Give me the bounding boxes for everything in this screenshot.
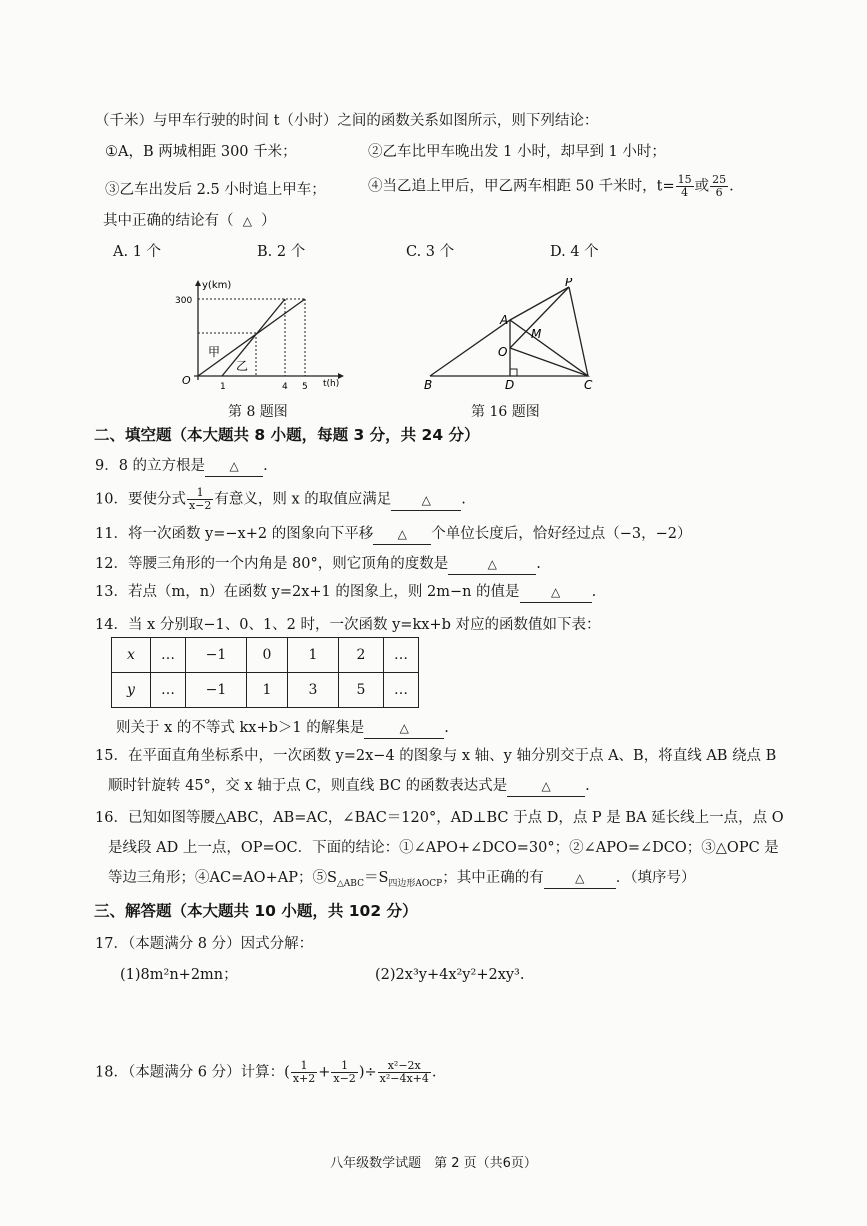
q14-value-table — [111, 637, 419, 708]
section-2-heading: 二、填空题（本大题共 8 小题，每题 3 分，共 24 分） — [94, 426, 480, 444]
figure-16-caption: 第 16 题图 — [471, 404, 540, 420]
table-cell: 2 — [339, 638, 384, 673]
table-cell: 3 — [288, 673, 339, 708]
fig16-label-c: C — [584, 378, 593, 392]
q8-conclusion-4: ④当乙追上甲后，甲乙两车相距 50 千米时，t= $\frac{15}{4}$ 或 $\frac{25}{6}$ . — [368, 173, 734, 199]
answer-triangle-icon: △ — [242, 214, 252, 228]
q8-conclusion-3: ③乙车出发后 2.5 小时追上甲车； — [105, 182, 326, 198]
figure-8-caption: 第 8 题图 — [228, 404, 288, 420]
fig8-x4: 4 — [282, 382, 288, 392]
answer-blank — [507, 776, 585, 797]
q8-fraction-25-6: $\frac{25}{6}$ — [712, 173, 727, 199]
q8-ask: 其中正确的结论有（ △ ） — [103, 213, 276, 229]
answer-triangle-icon: △ — [575, 871, 585, 885]
answer-triangle-icon: △ — [397, 527, 407, 541]
fig16-label-a: A — [500, 313, 509, 327]
table-cell: 1 — [288, 638, 339, 673]
answer-blank — [205, 456, 263, 477]
fig16-label-o: O — [498, 345, 508, 359]
fig16-label-p: P — [565, 278, 573, 289]
answer-blank — [544, 868, 616, 889]
fig16-label-b: B — [424, 378, 433, 392]
fig8-y300: 300 — [175, 296, 193, 306]
answer-triangle-icon: △ — [541, 779, 551, 793]
table-cell: … — [151, 673, 186, 708]
table-cell: 0 — [247, 638, 288, 673]
table-cell: … — [151, 638, 186, 673]
fig16-seg-oc — [510, 348, 588, 376]
fig16-seg-pc — [569, 287, 588, 376]
q17-part-1: (1)8m²n+2mn； — [120, 967, 238, 983]
fig8-x5: 5 — [302, 382, 308, 392]
table-cell: y — [112, 673, 151, 708]
q8-conclusion-1: ①A，B 两城相距 300 千米； — [105, 144, 297, 160]
answer-blank — [364, 718, 444, 739]
table-cell: 5 — [339, 673, 384, 708]
figure-16-geometry — [418, 278, 608, 393]
q17-part-2: (2)2x³y+4x²y²+2xy³. — [375, 967, 525, 983]
q8-intro: （千米）与甲车行驶的时间 t（小时）之间的函数关系如图所示，则下列结论： — [95, 113, 599, 129]
q16-line-1: 16．已知如图等腰△ABC，AB=AC，∠BAC＝120°，AD⊥BC 于点 D，点 P 是 BA 延长线上一点，点 O — [95, 810, 784, 826]
table-cell: −1 — [186, 638, 247, 673]
answer-triangle-icon: △ — [421, 492, 431, 507]
q8-option-c: C. 3 个 — [406, 244, 455, 260]
fig8-jia-label: 甲 — [208, 345, 221, 359]
q18: 18．（本题满分 6 分）计算：( $\frac{1}{x+2}$ + $\frac{1}{x-2}$ )÷ $\frac{\text{x²−2x}}{\text{x²−4x+4}}$ . — [95, 1059, 437, 1085]
q12: 12．等腰三角形的一个内角是 80°，则它顶角的度数是 △ . — [95, 554, 541, 575]
answer-blank — [391, 490, 461, 511]
q8-conclusion-2: ②乙车比甲车晚出发 1 小时，却早到 1 小时； — [368, 144, 666, 160]
fig8-line-jia — [198, 299, 305, 376]
fig8-x1: 1 — [220, 382, 226, 392]
answer-blank — [448, 554, 536, 575]
fig8-line-yi — [222, 299, 285, 376]
fig16-label-d: D — [505, 378, 515, 392]
page-footer: 八年级数学试题 第 2 页（共6页） — [330, 1156, 537, 1171]
answer-triangle-icon: △ — [550, 585, 561, 599]
q17-title: 17．（本题满分 8 分）因式分解： — [95, 936, 314, 952]
q14-inequality: 则关于 x 的不等式 kx+b＞1 的解集是 △ . — [116, 718, 449, 739]
section-3-heading: 三、解答题（本大题共 10 小题，共 102 分） — [94, 902, 418, 920]
q8-option-d: D. 4 个 — [550, 244, 599, 260]
q8-fraction-15-4: $\frac{15}{4}$ — [677, 173, 692, 199]
q14: 14．当 x 分别取−1、0、1、2 时，一次函数 y=kx+b 对应的函数值如下表： — [95, 617, 601, 633]
table-cell: … — [384, 673, 419, 708]
answer-blank — [373, 524, 431, 545]
q8-c4-text: ④当乙追上甲后，甲乙两车相距 50 千米时，t= — [368, 178, 675, 195]
q8-option-b: B. 2 个 — [257, 244, 306, 260]
answer-triangle-icon: △ — [399, 721, 409, 735]
table-cell: … — [384, 638, 419, 673]
table-cell: −1 — [186, 673, 247, 708]
q15-line-2: 顺时针旋转 45°，交 x 轴于点 C，则直线 BC 的函数表达式是 △ . — [108, 776, 590, 797]
q11: 11．将一次函数 y=−x+2 的图象向下平移 △ 个单位长度后，恰好经过点（−3，−2） — [95, 524, 691, 545]
fig8-y-arrow-icon — [195, 280, 201, 286]
table-row — [112, 638, 419, 673]
q8-option-a: A. 1 个 — [113, 244, 162, 260]
fig16-label-m: M — [531, 327, 542, 341]
fig8-ylabel: y(km) — [202, 280, 232, 291]
q10: 10．要使分式 $\frac{1}{x-2}$ 有意义，则 x 的取值应满足 △ . — [95, 486, 466, 512]
q18-fraction-3: $\frac{\text{x²−2x}}{\text{x²−4x+4}}$ — [379, 1059, 429, 1085]
answer-blank — [520, 582, 592, 603]
q15-line-1: 15．在平面直角坐标系中，一次函数 y=2x−4 的图象与 x 轴、y 轴分别交于点 A、B，将直线 AB 绕点 B — [95, 748, 777, 764]
fig8-yi-label: 乙 — [236, 359, 249, 373]
q18-fraction-2: $\frac{1}{x-2}$ — [333, 1059, 356, 1085]
q10-fraction: $\frac{1}{x-2}$ — [188, 486, 212, 512]
table-cell: 1 — [247, 673, 288, 708]
q16-line-2: 是线段 AD 上一点，OP=OC．下面的结论：①∠APO+∠DCO=30°；②∠APO=∠DCO；③△OPC 是 — [108, 840, 779, 856]
answer-triangle-icon: △ — [229, 459, 239, 473]
table-cell: x — [112, 638, 151, 673]
fig16-seg-am — [510, 320, 588, 376]
fig16-right-angle-mark — [510, 369, 517, 376]
fig8-origin: O — [182, 374, 191, 387]
answer-triangle-icon: △ — [487, 557, 497, 571]
fig8-xlabel: t(h) — [323, 379, 340, 389]
q18-fraction-1: $\frac{1}{x+2}$ — [292, 1059, 316, 1085]
figure-8-graph — [170, 278, 350, 393]
q13: 13．若点（m，n）在函数 y=2x+1 的图象上，则 2m−n 的值是 △ . — [95, 582, 596, 603]
table-row — [112, 673, 419, 708]
fig16-seg-ap — [510, 287, 569, 320]
q16-line-3: 等边三角形；④AC=AO+AP；$⑤S_{\triangle ABC}=S_{四边形AOCP}$；其中正确的有 △ ．（填序号） — [108, 870, 696, 889]
q9: 9．8 的立方根是 △ . — [95, 456, 268, 477]
